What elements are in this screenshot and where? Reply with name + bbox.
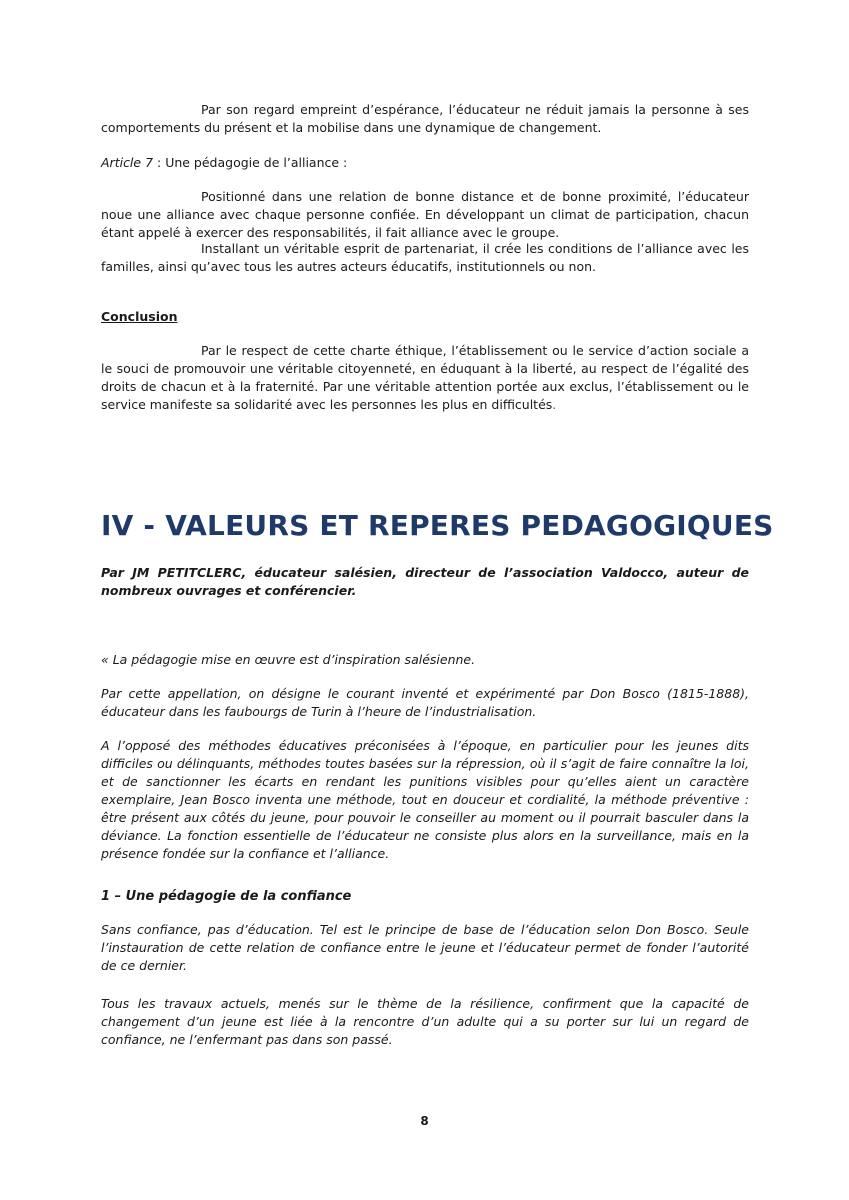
section-author: Par JM PETITCLERC, éducateur salésien, directeur de l’association Valdocco, auteur de nombreux ouvrages et conférencier. <box>101 565 749 598</box>
conclusion-text: Par le respect de cette charte éthique, l’établissement ou le service d’action sociale a le souci de promouvoir une véritable citoyenneté, en éduquant à la liberté, au respect de l’égalité des droits de chacun et à la fraternité. Par une véritable attention portée aux exclus, l’établissement ou le service manifeste sa solidarité avec les personnes les plus en difficultés <box>101 343 749 412</box>
charter-paragraph-1: Par son regard empreint d’espérance, l’éducateur ne réduit jamais la personne à ses comportements du présent et la mobilise dans une dynamique de changement. <box>101 102 749 135</box>
body-paragraph-4: Sans confiance, pas d’éducation. Tel est le principe de base de l’éducation selon Don Bosco. Seule l’instauration de cette relation de confiance entre le jeune et l’éducateur permet de fonder l’autorité de ce dernier. <box>101 922 749 973</box>
charter-paragraph-2: Positionné dans une relation de bonne distance et de bonne proximité, l’éducateur noue une alliance avec chaque personne confiée. En développant un climat de participation, chacun étant appelé à exercer des responsabilités, il fait alliance avec le groupe. <box>101 189 749 240</box>
conclusion-heading: Conclusion <box>101 309 178 324</box>
section-title: IV - VALEURS ET REPERES PEDAGOGIQUES <box>101 509 774 542</box>
charter-paragraph-3: Installant un véritable esprit de partenariat, il crée les conditions de l’alliance avec les familles, ainsi qu’avec tous les autres acteurs éducatifs, institutionnels ou non. <box>101 241 749 274</box>
subsection-heading: 1 – Une pédagogie de la confiance <box>101 889 352 904</box>
body-paragraph-5: Tous les travaux actuels, menés sur le thème de la résilience, confirment que la capacité de changement d’un jeune est liée à la rencontre d’un adulte qui a su porter sur lui un regard de confiance, ne l’enfermant pas dans son passé. <box>101 996 749 1047</box>
article-7-title: : Une pédagogie de l’alliance : <box>153 155 348 170</box>
article-7-label: Article 7 <box>101 155 154 170</box>
article-7-heading <box>101 154 749 172</box>
page-number: 8 <box>420 1114 429 1128</box>
conclusion-paragraph <box>101 342 749 414</box>
body-paragraph-1: « La pédagogie mise en œuvre est d’inspiration salésienne. <box>101 652 476 667</box>
body-paragraph-2: Par cette appellation, on désigne le courant inventé et expérimenté par Don Bosco (1815-1888), éducateur dans les faubourgs de Turin à l’heure de l’industrialisation. <box>101 686 749 719</box>
conclusion-final-dot: . <box>552 397 557 412</box>
body-paragraph-3: A l’opposé des méthodes éducatives préconisées à l’époque, en particulier pour les jeunes dits difficiles ou délinquants, méthodes toutes basées sur la répression, où il s’agit de faire connaître la loi, et de sanctionner les écarts en rendant les punitions visibles pour qu’elles aient un caractère exemplaire, Jean Bosco inventa une méthode, tout en douceur et cordialité, la méthode préventive : être présent aux côtés du jeune, pour pouvoir le conseiller au moment ou il pourrait basculer dans la déviance. La fonction essentielle de l’éducateur ne consiste plus alors en la surveillance, mais en la présence fondée sur la confiance et l’alliance. <box>101 738 749 861</box>
